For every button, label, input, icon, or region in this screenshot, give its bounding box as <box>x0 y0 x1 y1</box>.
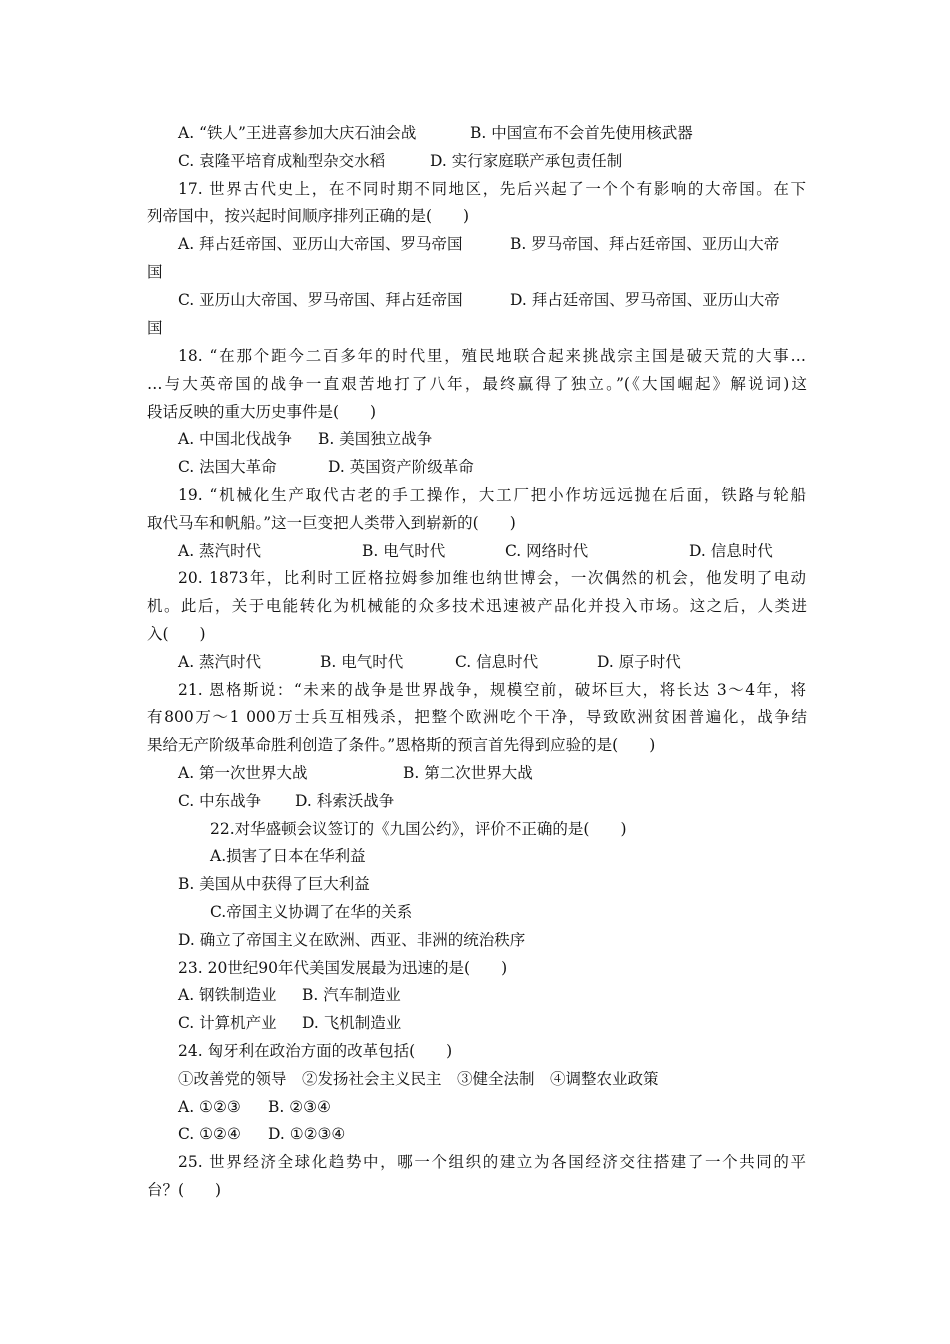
q22-option-b: B. 美国从中获得了巨大利益 <box>178 875 370 893</box>
q17-option-a: A. 拜占廷帝国、亚历山大帝国、罗马帝国 <box>178 235 463 253</box>
q24-option-c: C. ①②④ <box>178 1125 241 1143</box>
q19-option-a: A. 蒸汽时代 <box>178 542 262 560</box>
q17-option-d-cont: 国 <box>147 319 163 337</box>
q20-option-d: D. 原子时代 <box>597 653 681 671</box>
q21-option-b: B. 第二次世界大战 <box>403 764 533 782</box>
q18-option-c: C. 法国大革命 <box>178 458 277 476</box>
q18-option-d: D. 英国资产阶级革命 <box>328 458 474 476</box>
q19-option-d: D. 信息时代 <box>689 542 773 560</box>
q25-stem-line2: 台？( ) <box>147 1181 222 1199</box>
q24-option-b: B. ②③④ <box>268 1098 331 1116</box>
q20-stem-line2: 机。此后，关于电能转化为机械能的众多技术迅速被产品化并投入市场。这之后，人类进 <box>147 597 807 615</box>
q24-items: ①改善党的领导 ②发扬社会主义民主 ③健全法制 ④调整农业政策 <box>178 1070 659 1088</box>
q23-option-a: A. 钢铁制造业 <box>178 986 277 1004</box>
q22-stem-line1: 22.对华盛顿会议签订的《九国公约》，评价不正确的是( ) <box>210 820 627 838</box>
q17-option-b: B. 罗马帝国、拜占廷帝国、亚历山大帝 <box>510 235 780 253</box>
q19-option-c: C. 网络时代 <box>505 542 589 560</box>
q21-stem-line3: 果给无产阶级革命胜利创造了条件。”恩格斯的预言首先得到应验的是( ) <box>147 736 656 754</box>
q18-option-b: B. 美国独立战争 <box>318 430 433 448</box>
q25-stem-line1: 25. 世界经济全球化趋势中，哪一个组织的建立为各国经济交往搭建了一个共同的平 <box>178 1153 806 1171</box>
q23-option-b: B. 汽车制造业 <box>302 986 401 1004</box>
q23-option-d: D. 飞机制造业 <box>302 1014 402 1032</box>
q20-option-b: B. 电气时代 <box>320 653 404 671</box>
q19-option-b: B. 电气时代 <box>362 542 446 560</box>
q16-option-b: B. 中国宣布不会首先使用核武器 <box>470 124 693 142</box>
q22-option-a: A.损害了日本在华利益 <box>210 847 366 865</box>
q18-stem-line2: …与大英帝国的战争一直艰苦地打了八年，最终赢得了独立。”(《大国崛起》解说词)这 <box>147 375 807 393</box>
q22-option-c: C.帝国主义协调了在华的关系 <box>210 903 413 921</box>
q21-option-a: A. 第一次世界大战 <box>178 764 308 782</box>
q20-stem-line1: 20. 1873年，比利时工匠格拉姆参加维也纳世博会，一次偶然的机会，他发明了电动 <box>178 569 806 587</box>
q17-stem-line1: 17. 世界古代史上，在不同时期不同地区，先后兴起了一个个有影响的大帝国。在下 <box>178 180 806 198</box>
q24-option-d: D. ①②③④ <box>268 1125 346 1143</box>
q21-stem-line1: 21. 恩格斯说：“未来的战争是世界战争，规模空前，破坏巨大，将长达 3～4年，将 <box>178 681 806 699</box>
q22-option-d: D. 确立了帝国主义在欧洲、西亚、非洲的统治秩序 <box>178 931 526 949</box>
q23-option-c: C. 计算机产业 <box>178 1014 277 1032</box>
q18-option-a: A. 中国北伐战争 <box>178 430 293 448</box>
q20-stem-line3: 入( ) <box>147 625 206 643</box>
q20-option-c: C. 信息时代 <box>455 653 539 671</box>
q24-stem-line1: 24. 匈牙利在政治方面的改革包括( ) <box>178 1042 453 1060</box>
q17-option-b-cont: 国 <box>147 263 163 281</box>
q17-option-d: D. 拜占廷帝国、罗马帝国、亚历山大帝 <box>510 291 780 309</box>
q18-stem-line3: 段话反映的重大历史事件是( ) <box>147 403 377 421</box>
q16-option-d: D. 实行家庭联产承包责任制 <box>430 152 623 170</box>
q19-stem-line1: 19. “机械化生产取代古老的手工操作，大工厂把小作坊远远抛在后面，铁路与轮船 <box>178 486 806 504</box>
q16-option-c: C. 袁隆平培育成籼型杂交水稻 <box>178 152 386 170</box>
q24-option-a: A. ①②③ <box>178 1098 241 1116</box>
q21-stem-line2: 有800万～1 000万士兵互相残杀，把整个欧洲吃个干净，导致欧洲贫困普遍化，战争结 <box>147 708 807 726</box>
q16-option-a: A. “铁人”王进喜参加大庆石油会战 <box>178 124 417 142</box>
q18-stem-line1: 18. “在那个距今二百多年的时代里，殖民地联合起来挑战宗主国是破天荒的大事… <box>178 347 806 365</box>
q17-option-c: C. 亚历山大帝国、罗马帝国、拜占廷帝国 <box>178 291 463 309</box>
q20-option-a: A. 蒸汽时代 <box>178 653 262 671</box>
q19-stem-line2: 取代马车和帆船。”这一巨变把人类带入到崭新的( ) <box>147 514 516 532</box>
q21-option-c: C. 中东战争 <box>178 792 262 810</box>
q17-stem-line2: 列帝国中，按兴起时间顺序排列正确的是( ) <box>147 207 470 225</box>
q23-stem-line1: 23. 20世纪90年代美国发展最为迅速的是( ) <box>178 959 508 977</box>
q21-option-d: D. 科索沃战争 <box>295 792 395 810</box>
